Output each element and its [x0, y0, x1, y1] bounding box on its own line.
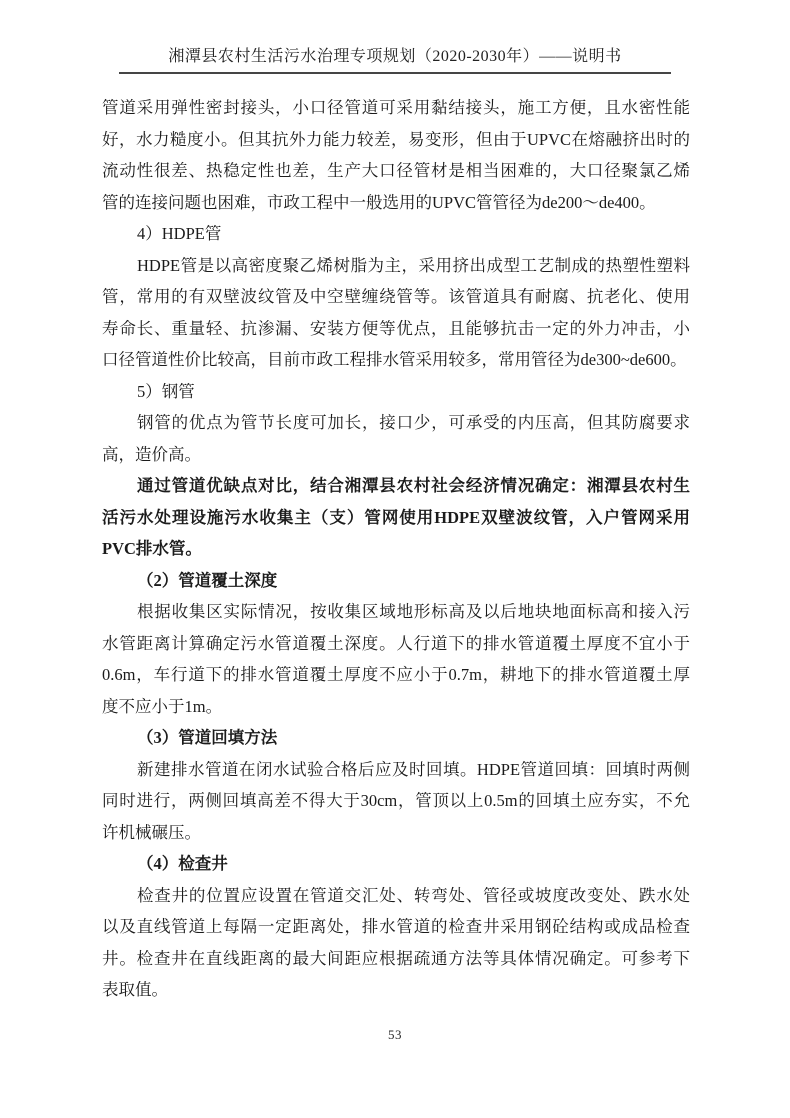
header-title: 湘潭县农村生活污水治理专项规划（2020-2030年）——说明书: [168, 48, 622, 65]
text-line: 好，水力糙度小。但其抗外力能力较差，易变形，但由于UPVC在熔融挤出时的: [102, 129, 690, 149]
text-line: 水管距离计算确定污水管道覆土深度。人行道下的排水管道覆土厚度不宜小于: [102, 633, 690, 653]
text-line: 度不应小于1m。: [102, 696, 223, 716]
text-line: 口径管道性价比较高，目前市政工程排水管采用较多，常用管径为de300~de600。: [102, 350, 687, 369]
paragraph: [102, 754, 690, 849]
paragraph: [102, 407, 690, 470]
text-line: 高，造价高。: [102, 444, 201, 464]
text-line: 许机械碾压。: [102, 822, 201, 842]
text-line: 钢管的优点为管节长度可加长，接口少，可承受的内压高，但其防腐要求: [137, 413, 690, 432]
text-line: HDPE管是以高密度聚乙烯树脂为主，采用挤出成型工艺制成的热塑性塑料: [137, 255, 690, 275]
text-line: PVC排水管。: [102, 539, 202, 558]
text-line: （4）检查井: [137, 854, 228, 873]
text-line: 表取值。: [102, 980, 168, 999]
text-line: 管的连接问题也困难，市政工程中一般选用的UPVC管管径为de200～de400。: [102, 192, 656, 212]
paragraph: [102, 250, 690, 376]
text-line: 根据收集区实际情况，按收集区域地形标高及以后地块地面标高和接入污: [137, 602, 690, 621]
text-line: （3）管道回填方法: [137, 728, 278, 747]
text-line: 活污水处理设施污水收集主（支）管网使用HDPE双壁波纹管，入户管网采用: [102, 507, 690, 527]
section-heading: [102, 565, 690, 597]
section-heading: [102, 848, 690, 880]
text-line: 5）钢管: [137, 381, 195, 401]
text-line: 井。检查井在直线距离的最大间距应根据疏通方法等具体情况确定。可参考下: [102, 948, 690, 968]
document-body: [102, 92, 690, 1006]
paragraph: [102, 596, 690, 722]
section-heading: [102, 722, 690, 754]
document-footer: [0, 1026, 790, 1044]
section-heading: [102, 376, 690, 408]
text-line: 管道采用弹性密封接头，小口径管道可采用黏结接头，施工方便，且水密性能: [102, 98, 690, 117]
text-line: 0.6m，车行道下的排水管道覆土厚度不应小于0.7m，耕地下的排水管道覆土厚: [102, 665, 690, 684]
text-line: 管，常用的有双壁波纹管及中空壁缠绕管等。该管道具有耐腐、抗老化、使用: [102, 287, 690, 306]
paragraph: [102, 880, 690, 1006]
page-number: 53: [388, 1027, 402, 1042]
text-line: 流动性很差、热稳定性也差，生产大口径管材是相当困难的，大口径聚氯乙烯: [102, 161, 690, 180]
document-header: [119, 47, 671, 74]
text-line: 4）HDPE管: [137, 224, 222, 243]
section-heading: [102, 218, 690, 250]
text-line: 检查井的位置应设置在管道交汇处、转弯处、管径或坡度改变处、跌水处: [137, 885, 690, 905]
paragraph: [102, 92, 690, 218]
text-line: 通过管道优缺点对比，结合湘潭县农村社会经济情况确定：湘潭县农村生: [137, 476, 690, 495]
paragraph: [102, 470, 690, 565]
text-line: 新建排水管道在闭水试验合格后应及时回填。HDPE管道回填：回填时两侧: [137, 759, 690, 779]
text-line: 同时进行，两侧回填高差不得大于30cm，管顶以上0.5m的回填土应夯实，不允: [102, 791, 690, 810]
text-line: （2）管道覆土深度: [137, 570, 278, 590]
text-line: 寿命长、重量轻、抗渗漏、安装方便等优点，且能够抗击一定的外力冲击，小: [102, 318, 690, 338]
text-line: 以及直线管道上每隔一定距离处，排水管道的检查井采用钢砼结构或成品检查: [102, 917, 690, 936]
